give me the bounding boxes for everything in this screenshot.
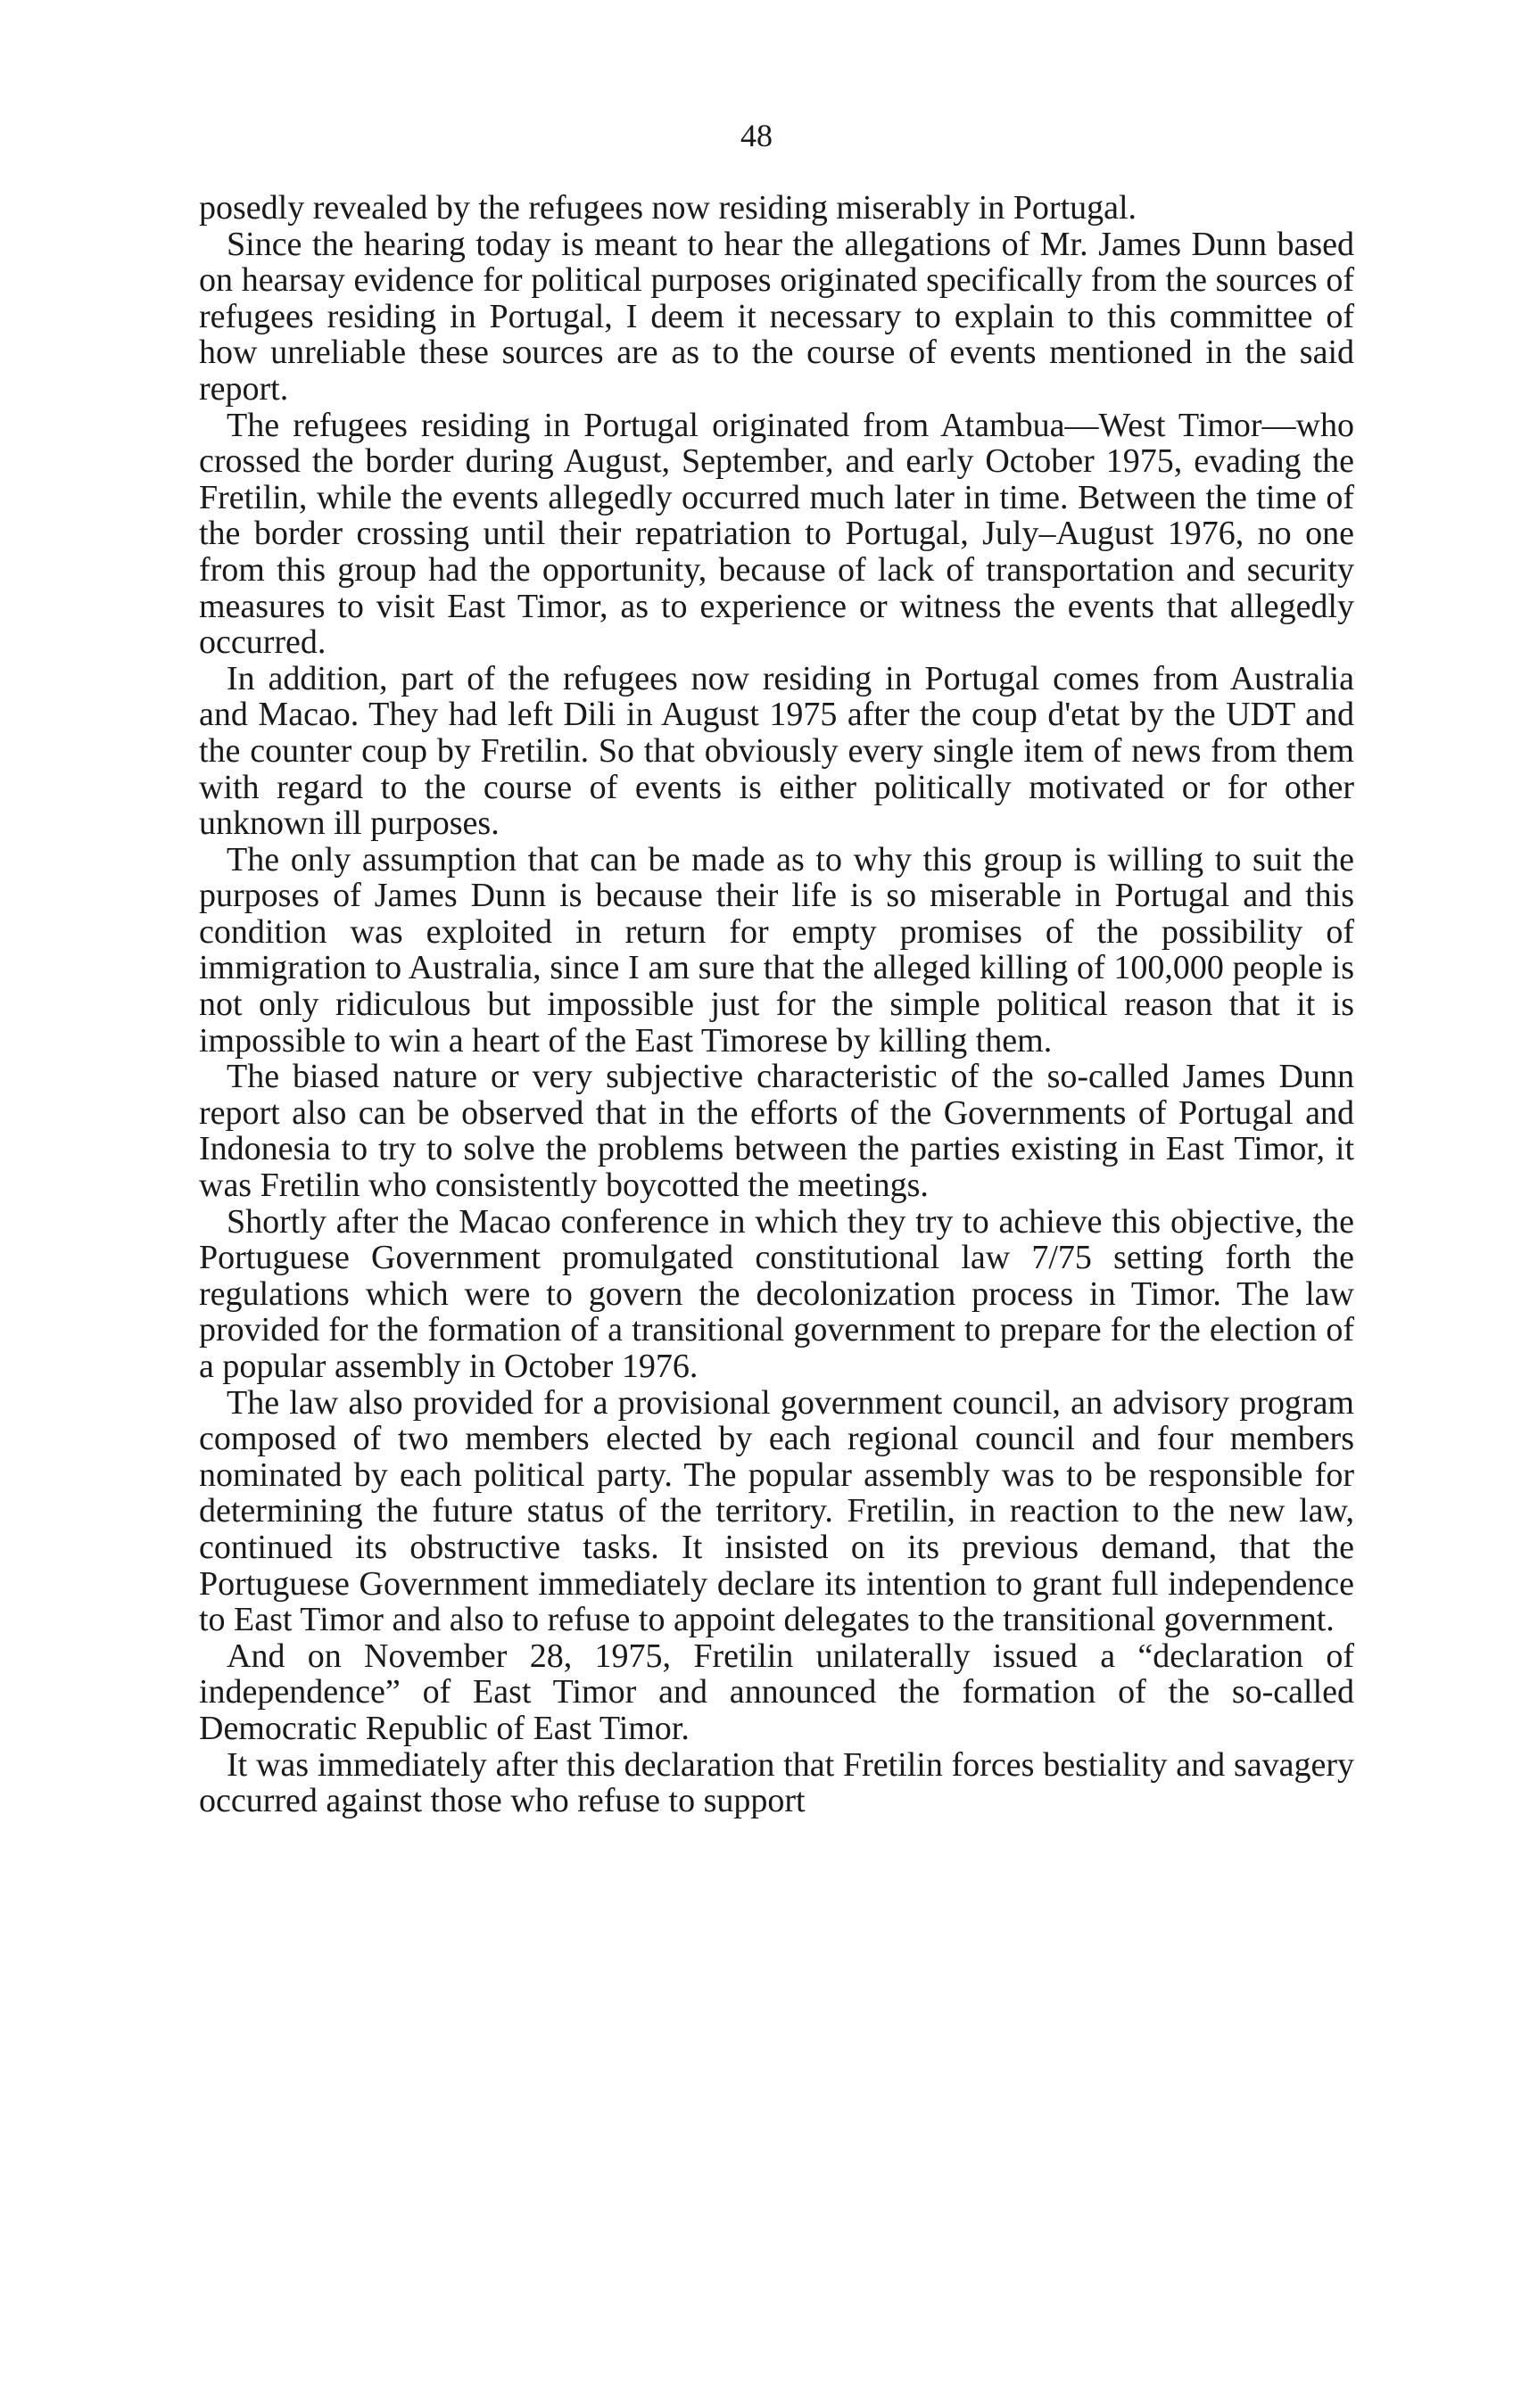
page-number: 48 [740,118,773,153]
paragraph-refugee-origins: The refugees residing in Portugal originated from Atambua—West Timor—who crossed the border during August, September, and early October 1975, evading the Fretilin, while the events allegedly occurred much later in time. Between the time of the border crossing until their repatriation to Portugal, July–August 1976, no one from this group had the opportunity, because of lack of transportation and security measures to visit East Timor, as to experience or witness the events that allegedly occurred. [199,406,1354,662]
paragraph-provisional-council: The law also provided for a provisional government council, an advisory program composed of two members elected by each regional council and four members nominated by each political party. The popular assembly was to be responsible for determining the future status of the territory. Fretilin, in reaction to the new law, continued its obstructive tasks. It insisted on its previous demand, that the Portuguese Government immediately declare its intention to grant full independence to East Timor and also to refuse to appoint delegates to the transitional government. [199,1383,1354,1639]
paragraph-australia-macao: In addition, part of the refugees now residing in Portugal comes from Australia and Macao. They had left Dili in August 1975 after the coup d'etat by the UDT and the counter coup by Fretilin. So that obviously every single item of news from them with regard to the course of events is either politically motivated or for other unknown ill purposes. [199,659,1354,843]
paragraph-continuation: posedly revealed by the refugees now residing miserably in Portugal. [199,189,1137,227]
body-text [199,190,1354,1819]
paragraph-biased-nature: The biased nature or very subjective characteristic of the so-called James Dunn report also can be observed that in the efforts of the Governments of Portugal and Indonesia to try to solve the problems between the parties existing in East Timor, it was Fretilin who consistently boycotted the meetings. [199,1058,1354,1205]
paragraph-aftermath: It was immediately after this declaration that Fretilin forces bestiality and savagery occurred against those who refuse to support [199,1745,1354,1820]
paragraph-hearing-purpose: Since the hearing today is meant to hear the allegations of Mr. James Dunn based on hearsay evidence for political purposes originated specifically from the sources of refugees residing in Portugal, I deem it necessary to explain to this committee of how unreliable these sources are as to the course of events mentioned in the said report. [199,225,1354,408]
paragraph-assumption: The only assumption that can be made as to why this group is willing to suit the purposes of James Dunn is because their life is so miserable in Portugal and this condition was exploited in return for empty promises of the possibility of immigration to Australia, since I am sure that the alleged killing of 100,000 people is not only ridiculous but impossible just for the simple political reason that it is impossible to win a heart of the East Timorese by killing them. [199,840,1354,1060]
paragraph-macao-conference: Shortly after the Macao conference in which they try to achieve this objective, the Portuguese Government promulgated constitutional law 7/75 setting forth the regulations which were to govern the decolonization process in Timor. The law provided for the formation of a transitional government to prepare for the election of a popular assembly in October 1976. [199,1202,1354,1385]
paragraph-declaration: And on November 28, 1975, Fretilin unilaterally issued a “declaration of independence” of East Timor and announced the formation of the so-called Democratic Republic of East Timor. [199,1637,1354,1747]
